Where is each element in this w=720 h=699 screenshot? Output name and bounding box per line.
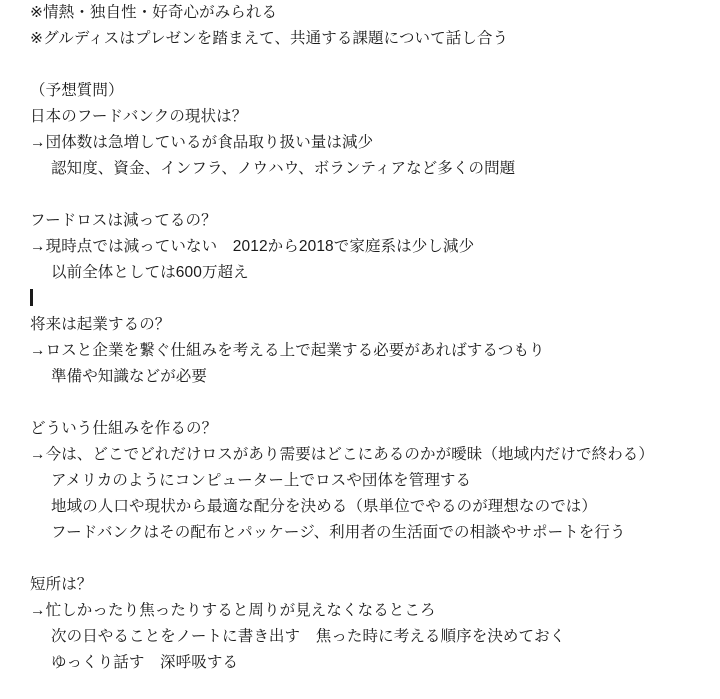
document-line: フードバンクはその配布とパッケージ、利用者の生活面での相談やサポートを行う bbox=[51, 524, 626, 541]
text-cursor[interactable] bbox=[30, 286, 706, 312]
document-line: ※情熱・独自性・好奇心がみられる bbox=[30, 4, 278, 21]
document-line: 準備や知識などが必要 bbox=[51, 368, 208, 385]
blank-line bbox=[30, 52, 706, 78]
blank-line bbox=[30, 182, 706, 208]
document-line: →忙しかったり焦ったりすると周りが見えなくなるところ bbox=[30, 602, 436, 619]
document-line: どういう仕組みを作るの？ bbox=[30, 420, 218, 437]
document-line: ゆっくり話す 深呼吸する bbox=[51, 654, 239, 671]
document-line: （予想質問） bbox=[30, 82, 124, 99]
document-line: 認知度、資金、インフラ、ノウハウ、ボランティアなど多くの問題 bbox=[51, 160, 516, 177]
document-line: 地域の人口や現状から最適な配分を決める（県単位でやるのが理想なのでは） bbox=[51, 498, 598, 515]
blank-line bbox=[30, 546, 706, 572]
document-line: 短所は？ bbox=[30, 576, 93, 593]
document-line: →現時点では減っていない 2012から2018で家庭系は少し減少 bbox=[30, 238, 475, 255]
document-line: →今は、どこでどれだけロスがあり需要はどこにあるのかが曖昧（地域内だけで終わる） bbox=[30, 446, 655, 463]
document-line: アメリカのようにコンピューター上でロスや団体を管理する bbox=[51, 472, 472, 489]
right-gutter bbox=[716, 0, 720, 699]
document-line: ※グルディスはプレゼンを踏まえて、共通する課題について話し合う bbox=[30, 30, 509, 47]
document-line: 以前全体としては600万超え bbox=[51, 264, 249, 281]
document-line: 日本のフードバンクの現状は？ bbox=[30, 108, 248, 125]
document-line: 将来は起業するの？ bbox=[30, 316, 171, 333]
document-line: 次の日やることをノートに書き出す 焦った時に考える順序を決めておく bbox=[51, 628, 566, 645]
document-text-body[interactable] bbox=[30, 0, 706, 676]
document-line: →ロスと企業を繋ぐ仕組みを考える上で起業する必要があればするつもり bbox=[30, 342, 545, 359]
blank-line bbox=[30, 390, 706, 416]
document-line: フードロスは減ってるの？ bbox=[30, 212, 217, 229]
caret-icon bbox=[30, 289, 33, 306]
document-line: →団体数は急増しているが食品取り扱い量は減少 bbox=[30, 134, 374, 151]
left-gutter bbox=[0, 0, 10, 699]
